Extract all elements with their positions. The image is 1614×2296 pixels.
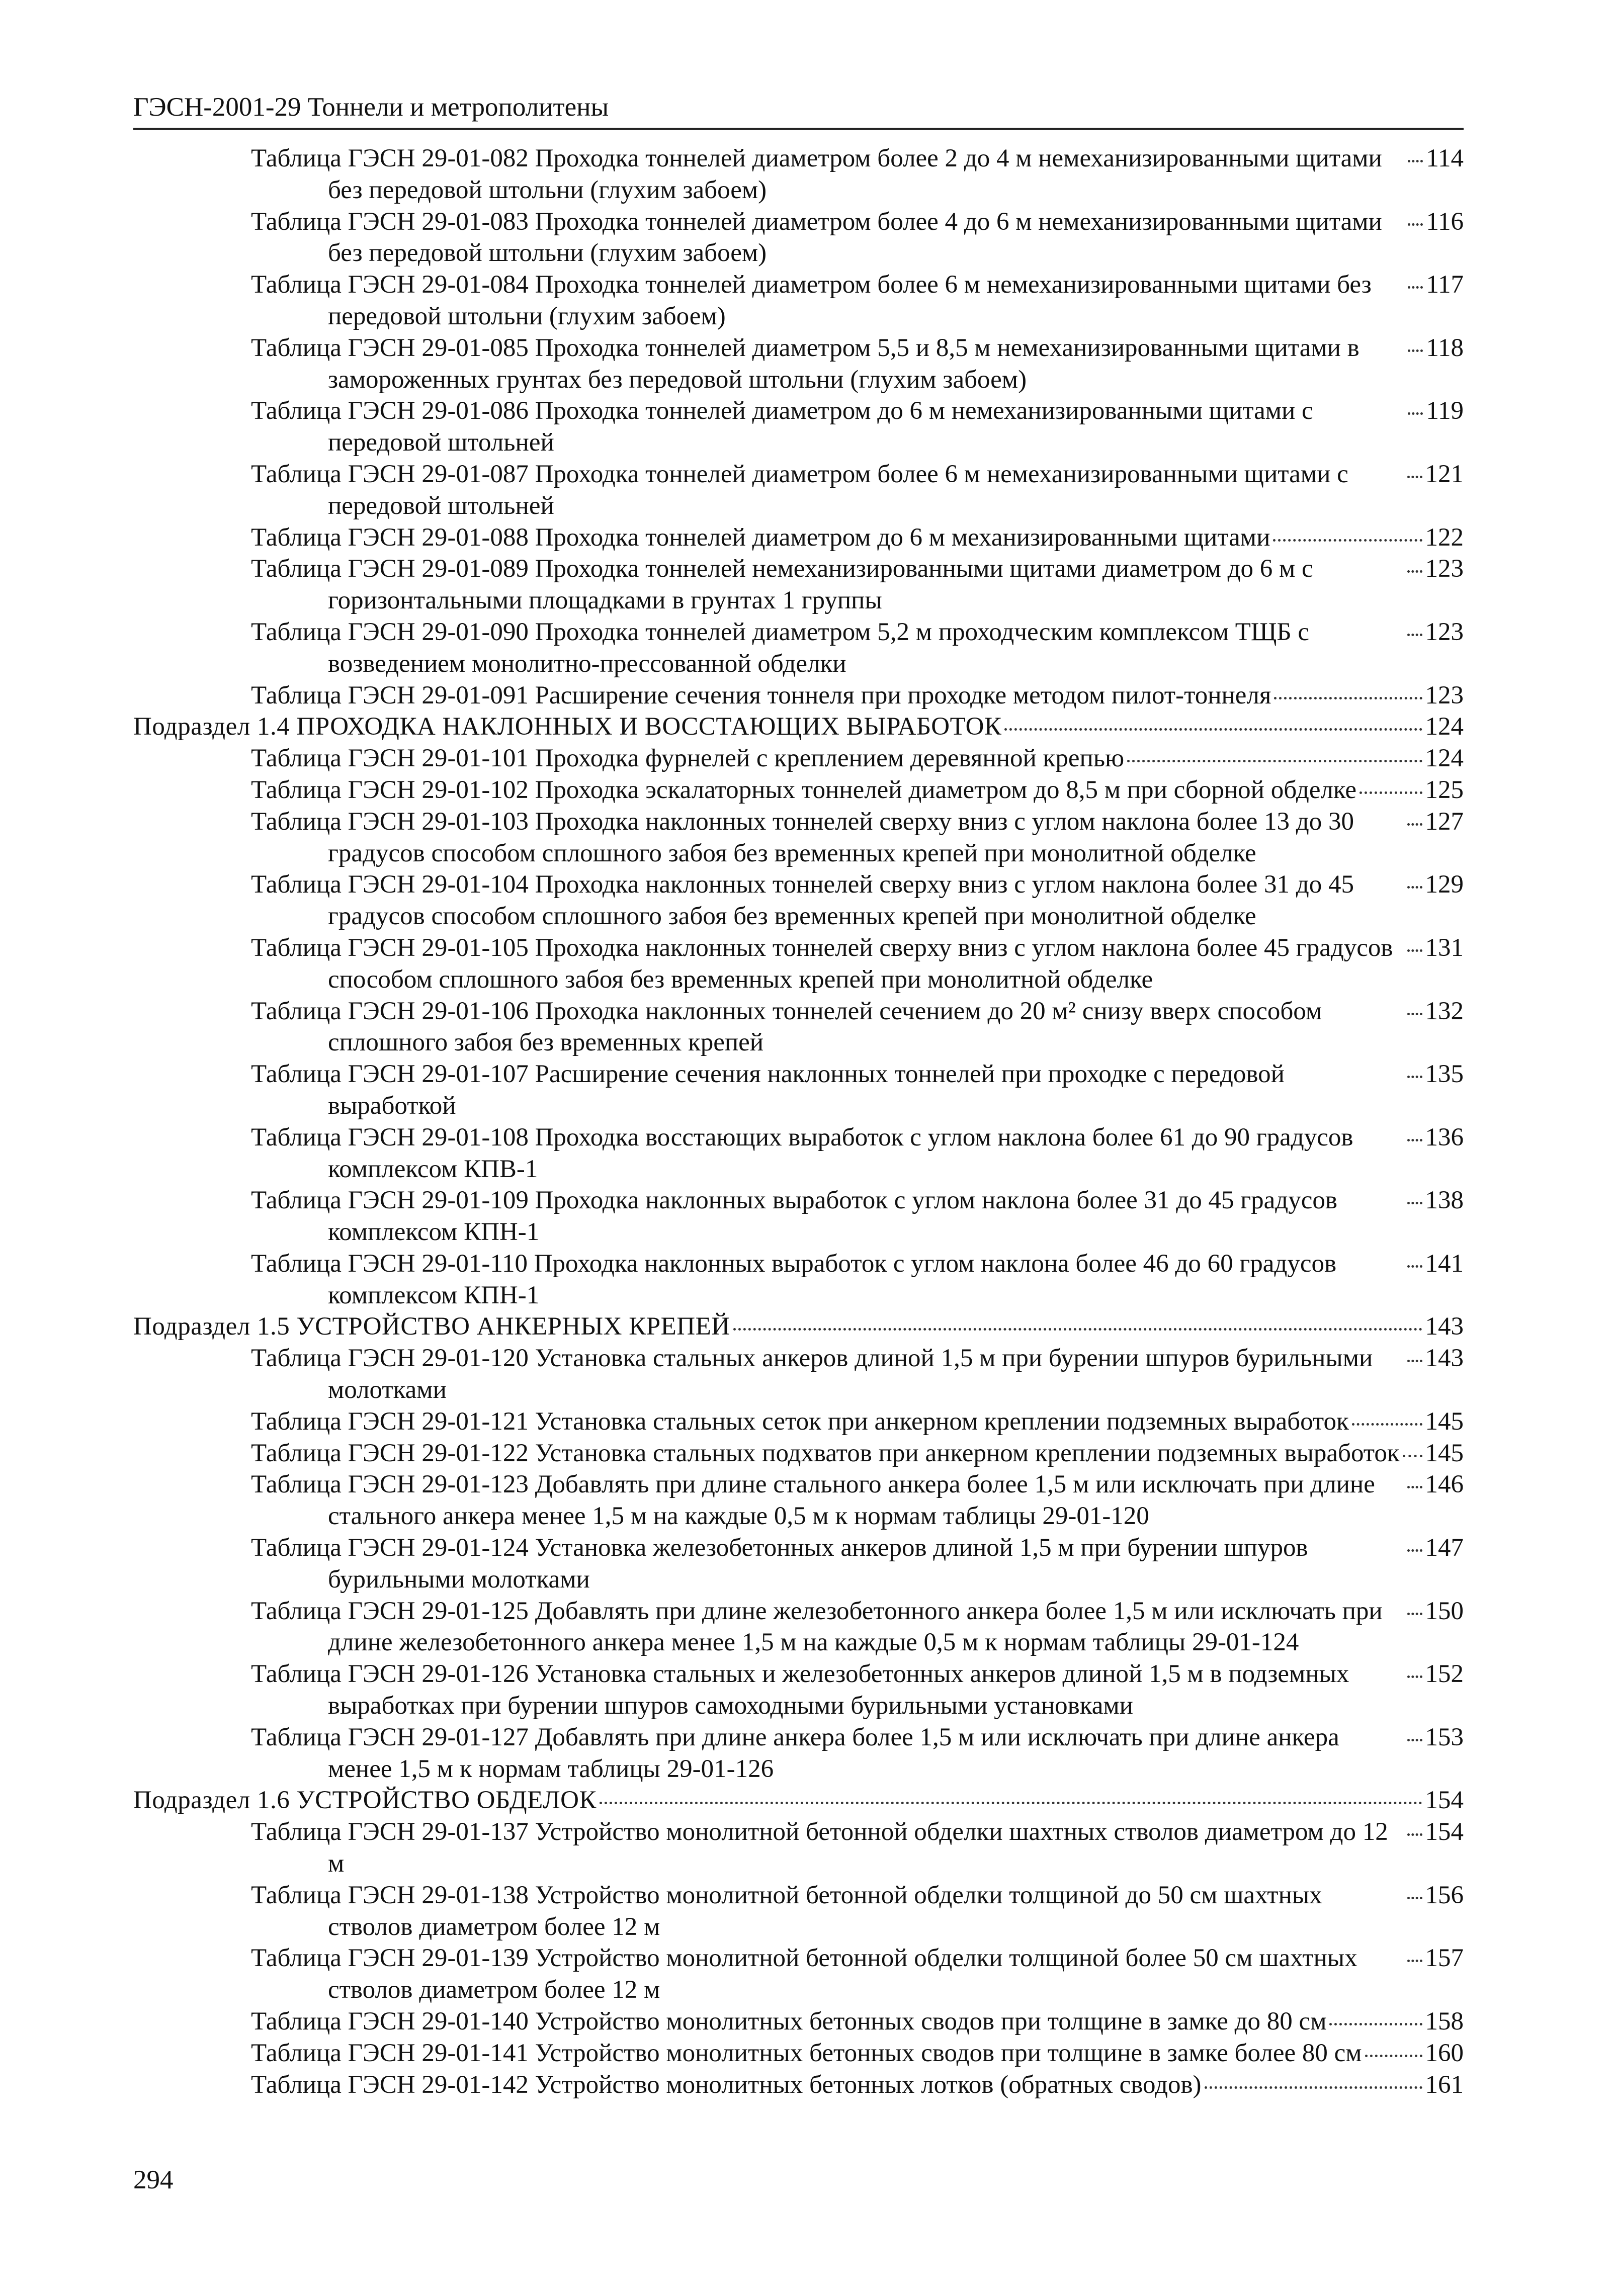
toc-entry-page: 131: [1425, 933, 1464, 962]
toc-entry-title: Таблица ГЭСН 29-01-082 Проходка тоннелей диаметром более 2 до 4 м немеханизированными щитами без передовой штольни (глухим забоем): [251, 144, 1382, 204]
toc-entry-page: 117: [1426, 271, 1464, 299]
toc-entry: [192, 553, 1464, 616]
toc-entry-page: 157: [1425, 1944, 1464, 1973]
toc-entry-title: Подраздел 1.4 ПРОХОДКА НАКЛОННЫХ И ВОССТАЮЩИХ ВЫРАБОТОК: [133, 713, 1002, 741]
toc-entry-page: 136: [1425, 1123, 1464, 1152]
dot-leader: [1365, 2055, 1422, 2057]
toc-entry-title: Таблица ГЭСН 29-01-085 Проходка тоннелей диаметром 5,5 и 8,5 м немеханизированными щитами в замороженных грунтах без передовой штольни (глухим забоем): [251, 333, 1360, 394]
toc-entry: [192, 1438, 1464, 1469]
toc-entry-title: Таблица ГЭСН 29-01-106 Проходка наклонных тоннелей сечением до 20 м² снизу вверх способом сплошного забоя без временных крепей: [251, 997, 1322, 1057]
toc-entry: [192, 932, 1464, 996]
dot-leader: [1408, 286, 1423, 289]
toc-entry-page: 154: [1425, 1818, 1464, 1846]
toc-entry-page: 150: [1425, 1597, 1464, 1625]
toc-entry-page: 158: [1425, 2007, 1464, 2036]
table-of-contents: [133, 143, 1464, 2100]
dot-leader: [733, 1328, 1422, 1331]
toc-entry-title: Таблица ГЭСН 29-01-090 Проходка тоннелей диаметром 5,2 м проходческим комплексом ТЩБ с возведением монолитно-прессованной обделки: [251, 617, 1309, 678]
toc-entry-title: Таблица ГЭСН 29-01-086 Проходка тоннелей диаметром до 6 м немеханизированными щитами с передовой штольней: [251, 397, 1313, 457]
toc-entry-page: 123: [1425, 681, 1464, 710]
toc-entry-title: Таблица ГЭСН 29-01-087 Проходка тоннелей диаметром более 6 м немеханизированными щитами с передовой штольней: [251, 460, 1348, 520]
toc-entry-page: 135: [1425, 1060, 1464, 1089]
toc-entry-page: 138: [1425, 1186, 1464, 1215]
dot-leader: [1274, 697, 1422, 699]
toc-entry-page: 161: [1425, 2070, 1464, 2099]
toc-entry-page: 118: [1426, 333, 1464, 362]
toc-entry-page: 129: [1425, 870, 1464, 899]
dot-leader: [1407, 823, 1422, 826]
toc-entry-page: 152: [1425, 1660, 1464, 1689]
toc-entry-title: Таблица ГЭСН 29-01-091 Расширение сечения тоннеля при проходке методом пилот-тоннеля: [251, 681, 1271, 710]
dot-leader: [1407, 1675, 1422, 1678]
toc-entry-page: 153: [1425, 1723, 1464, 1751]
toc-entry-page: 121: [1425, 460, 1464, 488]
toc-entry-page: 143: [1425, 1344, 1464, 1373]
dot-leader: [1407, 1897, 1422, 1899]
toc-entry: [192, 680, 1464, 712]
dot-leader: [1407, 1486, 1422, 1488]
toc-entry: [192, 395, 1464, 459]
toc-entry: [192, 206, 1464, 270]
toc-entry-title: Таблица ГЭСН 29-01-141 Устройство монолитных бетонных сводов при толщине в замке более 80 см: [251, 2039, 1362, 2067]
toc-entry: [192, 1880, 1464, 1943]
toc-entry: [192, 1185, 1464, 1248]
toc-entry: [192, 332, 1464, 396]
dot-leader: [1407, 1960, 1422, 1962]
dot-leader: [1408, 412, 1423, 415]
toc-entry: [192, 1122, 1464, 1185]
dot-leader: [1407, 949, 1422, 952]
toc-entry-page: 154: [1425, 1786, 1464, 1815]
toc-entry: [192, 1469, 1464, 1532]
toc-entry-page: 119: [1426, 397, 1464, 425]
toc-entry-page: 145: [1425, 1407, 1464, 1436]
toc-entry-page: 143: [1425, 1312, 1464, 1341]
dot-leader: [1407, 1360, 1422, 1362]
toc-entry: [192, 1406, 1464, 1438]
dot-leader: [1403, 1455, 1422, 1457]
toc-entry: [192, 2038, 1464, 2069]
toc-entry: [192, 1248, 1464, 1311]
toc-entry-title: Таблица ГЭСН 29-01-104 Проходка наклонных тоннелей сверху вниз с углом наклона более 31 до 45 градусов способом сплошного забоя без временных крепей при монолитной обделке: [251, 870, 1354, 931]
toc-entry-page: 124: [1425, 744, 1464, 773]
toc-entry: [192, 2069, 1464, 2101]
running-header: ГЭСН-2001-29 Тоннели и метрополитены: [133, 90, 1464, 130]
dot-leader: [1407, 634, 1422, 636]
toc-entry-title: Таблица ГЭСН 29-01-105 Проходка наклонных тоннелей сверху вниз с углом наклона более 45 градусов способом сплошного забоя без временных крепей при монолитной обделке: [251, 933, 1393, 994]
toc-entry: [192, 869, 1464, 932]
toc-entry: [192, 1532, 1464, 1596]
dot-leader: [1407, 1549, 1422, 1552]
toc-entry-title: Таблица ГЭСН 29-01-083 Проходка тоннелей диаметром более 4 до 6 м немеханизированными щитами без передовой штольни (глухим забоем): [251, 207, 1382, 268]
toc-entry-title: Таблица ГЭСН 29-01-137 Устройство монолитной бетонной обделки шахтных стволов диаметром до 12 м: [251, 1818, 1388, 1878]
toc-entry-title: Таблица ГЭСН 29-01-124 Установка железобетонных анкеров длиной 1,5 м при бурении шпуров бурильными молотками: [251, 1534, 1308, 1594]
toc-entry-title: Подраздел 1.5 УСТРОЙСТВО АНКЕРНЫХ КРЕПЕЙ: [133, 1312, 730, 1341]
toc-entry: [192, 1942, 1464, 2006]
page-number: 294: [133, 2165, 174, 2194]
toc-entry-title: Таблица ГЭСН 29-01-140 Устройство монолитных бетонных сводов при толщине в замке до 80 см: [251, 2007, 1327, 2036]
dot-leader: [1205, 2086, 1422, 2089]
toc-section: [133, 1785, 1464, 1816]
toc-entry-page: 125: [1425, 775, 1464, 804]
toc-entry: [192, 2006, 1464, 2038]
toc-entry-title: Таблица ГЭСН 29-01-122 Установка стальных подхватов при анкерном креплении подземных выработок: [251, 1439, 1400, 1467]
dot-leader: [1408, 349, 1423, 352]
dot-leader: [1407, 1076, 1422, 1078]
toc-entry: [192, 996, 1464, 1059]
toc-entry-page: 116: [1426, 207, 1464, 236]
dot-leader: [1004, 728, 1422, 731]
dot-leader: [1407, 1833, 1422, 1836]
toc-entry-title: Таблица ГЭСН 29-01-127 Добавлять при длине анкера более 1,5 м или исключать при длине анкера менее 1,5 м к нормам таблицы 29-01-126: [251, 1723, 1339, 1783]
toc-entry-title: Таблица ГЭСН 29-01-109 Проходка наклонных выработок с углом наклона более 31 до 45 градусов комплексом КПН-1: [251, 1186, 1337, 1247]
toc-section: [133, 1311, 1464, 1343]
toc-entry-title: Таблица ГЭСН 29-01-103 Проходка наклонных тоннелей сверху вниз с углом наклона более 13 до 30 градусов способом сплошного забоя без временных крепей при монолитной обделке: [251, 807, 1354, 867]
dot-leader: [1407, 1739, 1422, 1741]
toc-entry-page: 145: [1425, 1439, 1464, 1467]
toc-entry-page: 160: [1425, 2039, 1464, 2067]
toc-entry: [192, 1722, 1464, 1785]
toc-entry: [192, 269, 1464, 332]
toc-entry-title: Таблица ГЭСН 29-01-139 Устройство монолитной бетонной обделки толщиной более 50 см шахтных стволов диаметром более 12 м: [251, 1944, 1357, 2004]
toc-entry: [192, 774, 1464, 806]
toc-entry-title: Подраздел 1.6 УСТРОЙСТВО ОБДЕЛОК: [133, 1786, 597, 1815]
toc-entry: [192, 806, 1464, 869]
toc-entry-title: Таблица ГЭСН 29-01-102 Проходка эскалаторных тоннелей диаметром до 8,5 м при сборной обделке: [251, 775, 1357, 804]
dot-leader: [1407, 1202, 1422, 1204]
toc-entry-page: 147: [1425, 1534, 1464, 1562]
toc-entry: [192, 522, 1464, 554]
dot-leader: [1408, 223, 1423, 226]
toc-entry: [192, 1058, 1464, 1122]
toc-entry-page: 123: [1425, 617, 1464, 646]
toc-entry-title: Таблица ГЭСН 29-01-101 Проходка фурнелей с креплением деревянной крепью: [251, 744, 1125, 773]
dot-leader: [1352, 1423, 1422, 1426]
dot-leader: [1360, 791, 1422, 794]
toc-entry-title: Таблица ГЭСН 29-01-107 Расширение сечения наклонных тоннелей при проходке с передовой выработкой: [251, 1060, 1285, 1120]
toc-entry-title: Таблица ГЭСН 29-01-110 Проходка наклонных выработок с углом наклона более 46 до 60 градусов комплексом КПН-1: [251, 1249, 1337, 1309]
toc-entry-page: 123: [1425, 555, 1464, 583]
dot-leader: [1407, 1265, 1422, 1268]
toc-entry: [192, 1343, 1464, 1406]
toc-entry: [192, 1596, 1464, 1659]
toc-entry-page: 132: [1425, 997, 1464, 1025]
toc-entry-page: 124: [1425, 713, 1464, 741]
dot-leader: [1273, 539, 1422, 542]
toc-entry-title: Таблица ГЭСН 29-01-084 Проходка тоннелей диаметром более 6 м немеханизированными щитами без передовой штольни (глухим забоем): [251, 271, 1372, 330]
toc-entry: [192, 616, 1464, 680]
dot-leader: [1329, 2023, 1422, 2025]
dot-leader: [1407, 570, 1422, 573]
toc-entry: [192, 1658, 1464, 1722]
toc-entry-title: Таблица ГЭСН 29-01-088 Проходка тоннелей диаметром до 6 м механизированными щитами: [251, 523, 1270, 552]
toc-entry-title: Таблица ГЭСН 29-01-108 Проходка восстающих выработок с углом наклона более 61 до 90 градусов комплексом КПВ-1: [251, 1123, 1353, 1183]
toc-entry: [192, 459, 1464, 522]
toc-entry-title: Таблица ГЭСН 29-01-121 Установка стальных сеток при анкерном креплении подземных выработок: [251, 1407, 1349, 1436]
toc-entry-page: 156: [1425, 1881, 1464, 1909]
toc-entry: [192, 1816, 1464, 1880]
dot-leader: [1407, 1613, 1422, 1615]
toc-entry-page: 141: [1425, 1249, 1464, 1278]
toc-entry-title: Таблица ГЭСН 29-01-138 Устройство монолитной бетонной обделки толщиной до 50 см шахтных стволов диаметром более 12 м: [251, 1881, 1322, 1941]
toc-entry-title: Таблица ГЭСН 29-01-120 Установка стальных анкеров длиной 1,5 м при бурении шпуров бурильными молотками: [251, 1344, 1373, 1404]
toc-entry-title: Таблица ГЭСН 29-01-089 Проходка тоннелей немеханизированными щитами диаметром до 6 м с горизонтальными площадками в грунтах 1 группы: [251, 555, 1313, 615]
toc-entry-page: 122: [1425, 523, 1464, 552]
dot-leader: [1407, 1139, 1422, 1141]
toc-entry-title: Таблица ГЭСН 29-01-123 Добавлять при длине стального анкера более 1,5 м или исключать при длине стального анкера менее 1,5 м на каждые 0,5 м к нормам таблицы 29-01-120: [251, 1470, 1375, 1531]
toc-entry-page: 146: [1425, 1470, 1464, 1499]
dot-leader: [1407, 476, 1422, 478]
toc-section: [133, 711, 1464, 743]
toc-entry: [192, 143, 1464, 206]
dot-leader: [1407, 1013, 1422, 1015]
toc-entry-page: 127: [1425, 807, 1464, 836]
toc-entry-title: Таблица ГЭСН 29-01-126 Установка стальных и железобетонных анкеров длиной 1,5 м в подземных выработках при бурении шпуров самоходными бурильными установками: [251, 1660, 1349, 1720]
toc-entry: [192, 743, 1464, 774]
toc-entry-title: Таблица ГЭСН 29-01-125 Добавлять при длине железобетонного анкера более 1,5 м или исключать при длине железобетонного анкера менее 1,5 м на каждые 0,5 м к нормам таблицы 29-01-124: [251, 1597, 1383, 1657]
toc-entry-page: 114: [1426, 144, 1464, 172]
dot-leader: [1407, 886, 1422, 889]
dot-leader: [600, 1802, 1422, 1804]
dot-leader: [1408, 160, 1423, 162]
dot-leader: [1127, 760, 1422, 762]
toc-entry-title: Таблица ГЭСН 29-01-142 Устройство монолитных бетонных лотков (обратных сводов): [251, 2070, 1202, 2099]
